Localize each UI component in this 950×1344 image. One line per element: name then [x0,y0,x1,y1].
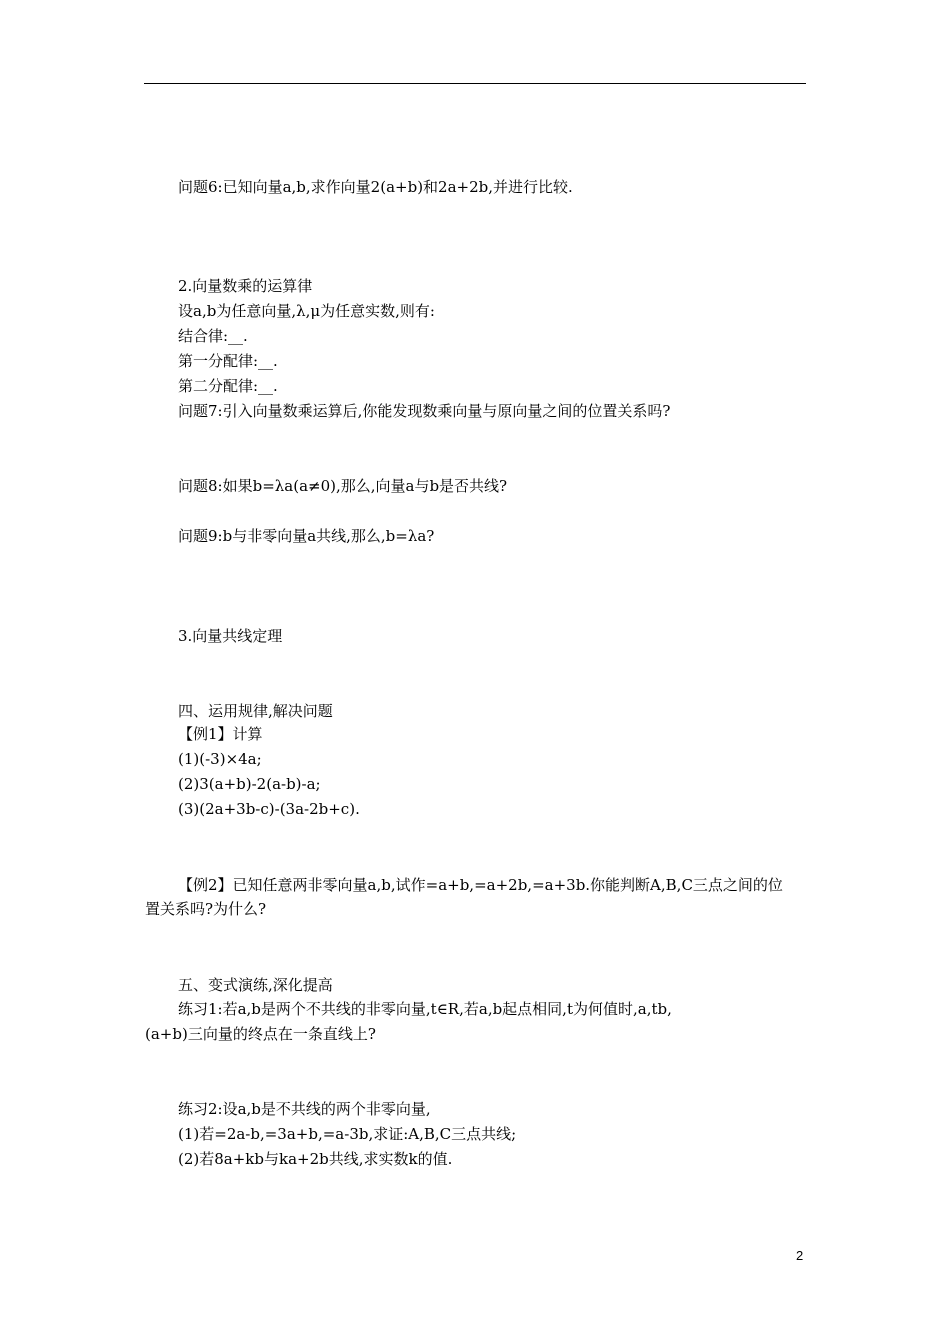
question-8: 问题8:如果b=λa(a≠0),那么,向量a与b是否共线? [178,477,508,495]
question-9: 问题9:b与非零向量a共线,那么,b=λa? [178,527,435,545]
section-3-heading: 3.向量共线定理 [178,627,283,645]
exercise-1-line-1: 练习1:若a,b是两个不共线的非零向量,t∈R,若a,b起点相同,t为何值时,a,tb, [178,1000,672,1018]
section-4-heading: 四、运用规律,解决问题 [178,702,333,720]
example-2-line-2: 置关系吗?为什么? [145,900,267,918]
laws-intro: 设a,b为任意向量,λ,μ为任意实数,则有: [178,302,435,320]
example-1-title: 【例1】计算 [178,725,263,743]
first-distributive-law: 第一分配律:__. [178,352,278,370]
example-2-line-1: 【例2】已知任意两非零向量a,b,试作=a+b,=a+2b,=a+3b.你能判断A,B,C三点之间的位 [178,876,783,894]
second-distributive-law: 第二分配律:__. [178,377,278,395]
question-6: 问题6:已知向量a,b,求作向量2(a+b)和2a+2b,并进行比较. [178,178,573,196]
question-7: 问题7:引入向量数乘运算后,你能发现数乘向量与原向量之间的位置关系吗? [178,402,671,420]
exercise-2-part-2: (2)若8a+kb与ka+2b共线,求实数k的值. [178,1150,453,1168]
header-rule [144,83,806,84]
section-5-heading: 五、变式演练,深化提高 [178,976,333,994]
section-2-heading: 2.向量数乘的运算律 [178,277,313,295]
example-1-part-2: (2)3(a+b)-2(a-b)-a; [178,775,321,793]
associative-law: 结合律:__. [178,327,248,345]
exercise-1-line-2: (a+b)三向量的终点在一条直线上? [145,1025,376,1043]
example-1-part-3: (3)(2a+3b-c)-(3a-2b+c). [178,800,360,818]
page-number: 2 [796,1248,804,1263]
exercise-2-intro: 练习2:设a,b是不共线的两个非零向量, [178,1100,431,1118]
example-1-part-1: (1)(-3)×4a; [178,750,262,768]
exercise-2-part-1: (1)若=2a-b,=3a+b,=a-3b,求证:A,B,C三点共线; [178,1125,517,1143]
